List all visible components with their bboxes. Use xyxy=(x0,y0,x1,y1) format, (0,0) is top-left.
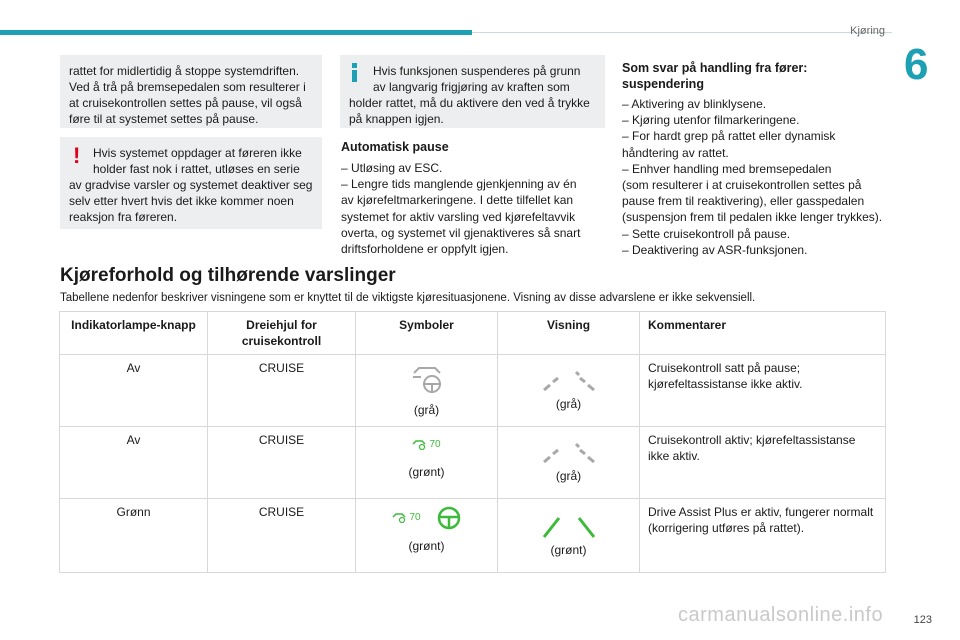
suspension-heading-line2: suspendering xyxy=(622,77,704,91)
grey-lane-lines-icon xyxy=(534,368,604,394)
list-line: – Enhver handling med bremsepedalen xyxy=(622,161,832,176)
comment-line2: (korrigering utføres på rattet). xyxy=(648,521,805,535)
cell-lamp: Grønn xyxy=(60,499,208,573)
table-row xyxy=(60,499,886,573)
cell-comment xyxy=(640,355,886,427)
symbol-label: (grønt) xyxy=(408,539,445,553)
comment-line1: Cruisekontroll aktiv; kjørefeltassistanse xyxy=(648,433,856,447)
list-line: håndtering av rattet. xyxy=(622,145,729,160)
warning-text-first: Hvis systemet oppdager at føreren ikke holder fast nok i rattet, utløses en serie xyxy=(93,146,302,176)
speed-value: 70 xyxy=(429,439,441,450)
info-box xyxy=(340,55,605,128)
list-line: (som resulterer i at cruisekontrollen settes på xyxy=(622,178,862,193)
list-line: – Deaktivering av ASR-funksjonen. xyxy=(622,242,808,257)
display-label: (grå) xyxy=(555,397,582,411)
list-line: pause frem til reaktivering), eller gasspedalen xyxy=(622,194,865,209)
symbol-label: (grønt) xyxy=(408,465,445,479)
list-line: av kjørefeltmarkeringene. I dette tilfellet kan xyxy=(341,193,574,208)
grey-lane-lines-icon xyxy=(534,440,604,466)
speed-value: 70 xyxy=(409,512,421,523)
chapter-number: 6 xyxy=(904,40,929,89)
auto-pause-heading: Automatisk pause xyxy=(341,140,449,154)
header-wheel-line1: Dreiehjul for xyxy=(246,318,317,332)
header-display: Visning xyxy=(498,312,640,355)
page-number: 123 xyxy=(913,614,932,626)
note-text: rattet for midlertidig å stoppe systemdriften. Ved å trå på bremsepedalen som resulterer i at cruisekontrollen settes på pause, vil også føre til at systemet settes på pause. xyxy=(69,64,306,126)
cell-lamp: Av xyxy=(60,427,208,499)
symbol-label: (grå) xyxy=(413,403,440,417)
header-lamp: Indikatorlampe-knapp xyxy=(60,312,208,355)
cell-comment xyxy=(640,427,886,499)
comment-line1: Drive Assist Plus er aktiv, fungerer normalt xyxy=(648,505,874,519)
display-label: (grå) xyxy=(555,469,582,483)
green-cruise-icon xyxy=(392,513,406,523)
header-wheel-line2: cruisekontroll xyxy=(241,334,322,348)
table-row xyxy=(60,355,886,427)
suspension-heading xyxy=(622,60,807,92)
table-header-row xyxy=(60,312,886,355)
table-row xyxy=(60,427,886,499)
section-title: Kjøreforhold og tilhørende varslinger xyxy=(60,265,396,286)
green-cruise-speed xyxy=(392,510,420,526)
info-text-rest: holder rattet, må du aktivere den ved å trykke på knappen igjen. xyxy=(349,96,590,126)
warning-box xyxy=(60,137,322,229)
comment-line2: kjørefeltassistanse ikke aktiv. xyxy=(648,377,803,391)
list-line: (suspensjon frem til pedalen ikke lenger trykkes). xyxy=(622,210,883,225)
cell-comment xyxy=(640,499,886,573)
list-line: – Lengre tids manglende gjenkjenning av én xyxy=(341,177,577,192)
list-line: – Aktivering av blinklysene. xyxy=(622,97,767,111)
green-cruise-icon xyxy=(412,440,426,450)
info-text-first: Hvis funksjonen suspenderes på grunn av langvarig frigjøring av kraften som xyxy=(373,64,581,94)
section-name: Kjøring xyxy=(850,25,885,37)
comment-line1: Cruisekontroll satt på pause; xyxy=(648,361,801,375)
comment-line2: ikke aktiv. xyxy=(648,449,700,463)
green-steering-wheel-icon xyxy=(437,506,461,530)
list-line: – Utløsing av ESC. xyxy=(341,161,443,175)
auto-pause-list xyxy=(341,160,580,257)
display-label: (grønt) xyxy=(550,543,587,557)
header-wheel xyxy=(208,312,356,355)
conditions-table xyxy=(59,311,886,573)
warning-text-rest: av gradvise varsler og systemet deaktiver seg selv etter hvert hvis det ikke kommer noen reaksjon fra føreren. xyxy=(69,178,313,224)
header-rule xyxy=(472,32,892,33)
suspension-list xyxy=(622,96,882,258)
list-line: systemet for aktiv varsling ved kjørefeltavvik xyxy=(341,209,576,224)
watermark: carmanualsonline.info xyxy=(678,604,884,626)
list-line: – For hardt grep på rattet eller dynamisk xyxy=(622,129,836,144)
warning-exclamation-icon: ! xyxy=(73,143,81,168)
list-line: – Kjøring utenfor filmarkeringene. xyxy=(622,113,800,128)
cell-wheel: CRUISE xyxy=(208,427,356,499)
green-cruise-speed xyxy=(412,437,440,453)
list-line: driftsforholdene er oppfylt igjen. xyxy=(341,242,509,257)
list-line: overta, og systemet vil gjenaktiveres så snart xyxy=(341,225,581,240)
cell-wheel: CRUISE xyxy=(208,499,356,573)
info-icon xyxy=(352,63,358,82)
suspension-heading-line1: Som svar på handling fra fører: xyxy=(622,61,808,75)
note-box xyxy=(60,55,322,128)
list-line: – Sette cruisekontroll på pause. xyxy=(622,226,791,241)
cell-wheel: CRUISE xyxy=(208,355,356,427)
green-lane-lines-icon xyxy=(534,512,604,540)
cell-lamp: Av xyxy=(60,355,208,427)
header-comments: Kommentarer xyxy=(640,312,886,355)
header-symbols: Symboler xyxy=(356,312,498,355)
section-intro: Tabellene nedenfor beskriver visningene som er knyttet til de viktigste kjøresituasjonene. Visning av disse advarslene er ikke sekvensiell. xyxy=(60,292,756,304)
grey-cruise-steering-icon xyxy=(410,365,444,395)
header-accent-bar xyxy=(0,30,472,35)
